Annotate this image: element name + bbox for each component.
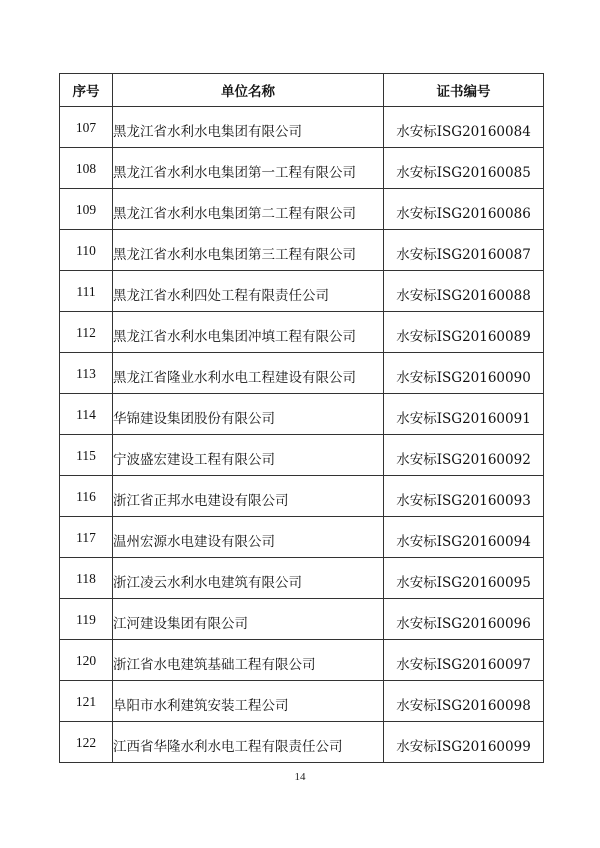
row-number: 119: [60, 599, 113, 640]
certificate-number: 水安标ⅠSG20160096: [384, 599, 544, 640]
row-number: 110: [60, 230, 113, 271]
table-row: [60, 107, 544, 148]
row-number: 121: [60, 681, 113, 722]
certificate-number: 水安标ⅠSG20160089: [384, 312, 544, 353]
header-cert: 证书编号: [384, 74, 544, 107]
certificate-number: 水安标ⅠSG20160086: [384, 189, 544, 230]
table-row: [60, 394, 544, 435]
page-number: 14: [294, 771, 306, 783]
table-row: [60, 558, 544, 599]
header-row: [60, 74, 544, 107]
row-number: 109: [60, 189, 113, 230]
row-number: 108: [60, 148, 113, 189]
row-number: 112: [60, 312, 113, 353]
company-name: 黑龙江省水利水电集团有限公司: [113, 107, 384, 148]
certificate-number: 水安标ⅠSG20160090: [384, 353, 544, 394]
company-name: 华锦建设集团股份有限公司: [113, 394, 384, 435]
row-number: 113: [60, 353, 113, 394]
certificate-table: [59, 73, 544, 763]
row-number: 117: [60, 517, 113, 558]
table-header: [60, 74, 544, 107]
certificate-number: 水安标ⅠSG20160095: [384, 558, 544, 599]
company-name: 江河建设集团有限公司: [113, 599, 384, 640]
table-row: [60, 148, 544, 189]
certificate-number: 水安标ⅠSG20160084: [384, 107, 544, 148]
company-name: 黑龙江省水利水电集团冲填工程有限公司: [113, 312, 384, 353]
header-name: 单位名称: [113, 74, 384, 107]
company-name: 温州宏源水电建设有限公司: [113, 517, 384, 558]
company-name: 黑龙江省水利水电集团第一工程有限公司: [113, 148, 384, 189]
certificate-number: 水安标ⅠSG20160099: [384, 722, 544, 763]
company-name: 浙江凌云水利水电建筑有限公司: [113, 558, 384, 599]
table-row: [60, 230, 544, 271]
row-number: 120: [60, 640, 113, 681]
table-row: [60, 722, 544, 763]
table-row: [60, 271, 544, 312]
header-no: 序号: [60, 74, 113, 107]
row-number: 114: [60, 394, 113, 435]
company-name: 黑龙江省水利四处工程有限责任公司: [113, 271, 384, 312]
row-number: 111: [60, 271, 113, 312]
company-name: 阜阳市水利建筑安装工程公司: [113, 681, 384, 722]
company-name: 浙江省正邦水电建设有限公司: [113, 476, 384, 517]
certificate-number: 水安标ⅠSG20160098: [384, 681, 544, 722]
table-row: [60, 312, 544, 353]
certificate-number: 水安标ⅠSG20160094: [384, 517, 544, 558]
company-name: 江西省华隆水利水电工程有限责任公司: [113, 722, 384, 763]
certificate-number: 水安标ⅠSG20160092: [384, 435, 544, 476]
certificate-number: 水安标ⅠSG20160097: [384, 640, 544, 681]
certificate-number: 水安标ⅠSG20160093: [384, 476, 544, 517]
row-number: 116: [60, 476, 113, 517]
table-row: [60, 435, 544, 476]
table-row: [60, 599, 544, 640]
row-number: 118: [60, 558, 113, 599]
table-row: [60, 476, 544, 517]
company-name: 黑龙江省水利水电集团第二工程有限公司: [113, 189, 384, 230]
row-number: 122: [60, 722, 113, 763]
certificate-number: 水安标ⅠSG20160085: [384, 148, 544, 189]
table-row: [60, 189, 544, 230]
row-number: 107: [60, 107, 113, 148]
row-number: 115: [60, 435, 113, 476]
company-name: 宁波盛宏建设工程有限公司: [113, 435, 384, 476]
table-row: [60, 353, 544, 394]
company-name: 黑龙江省隆业水利水电工程建设有限公司: [113, 353, 384, 394]
table-row: [60, 517, 544, 558]
company-name: 浙江省水电建筑基础工程有限公司: [113, 640, 384, 681]
table-row: [60, 681, 544, 722]
certificate-number: 水安标ⅠSG20160087: [384, 230, 544, 271]
table-row: [60, 640, 544, 681]
company-name: 黑龙江省水利水电集团第三工程有限公司: [113, 230, 384, 271]
certificate-number: 水安标ⅠSG20160088: [384, 271, 544, 312]
table-body: [60, 107, 544, 763]
certificate-number: 水安标ⅠSG20160091: [384, 394, 544, 435]
